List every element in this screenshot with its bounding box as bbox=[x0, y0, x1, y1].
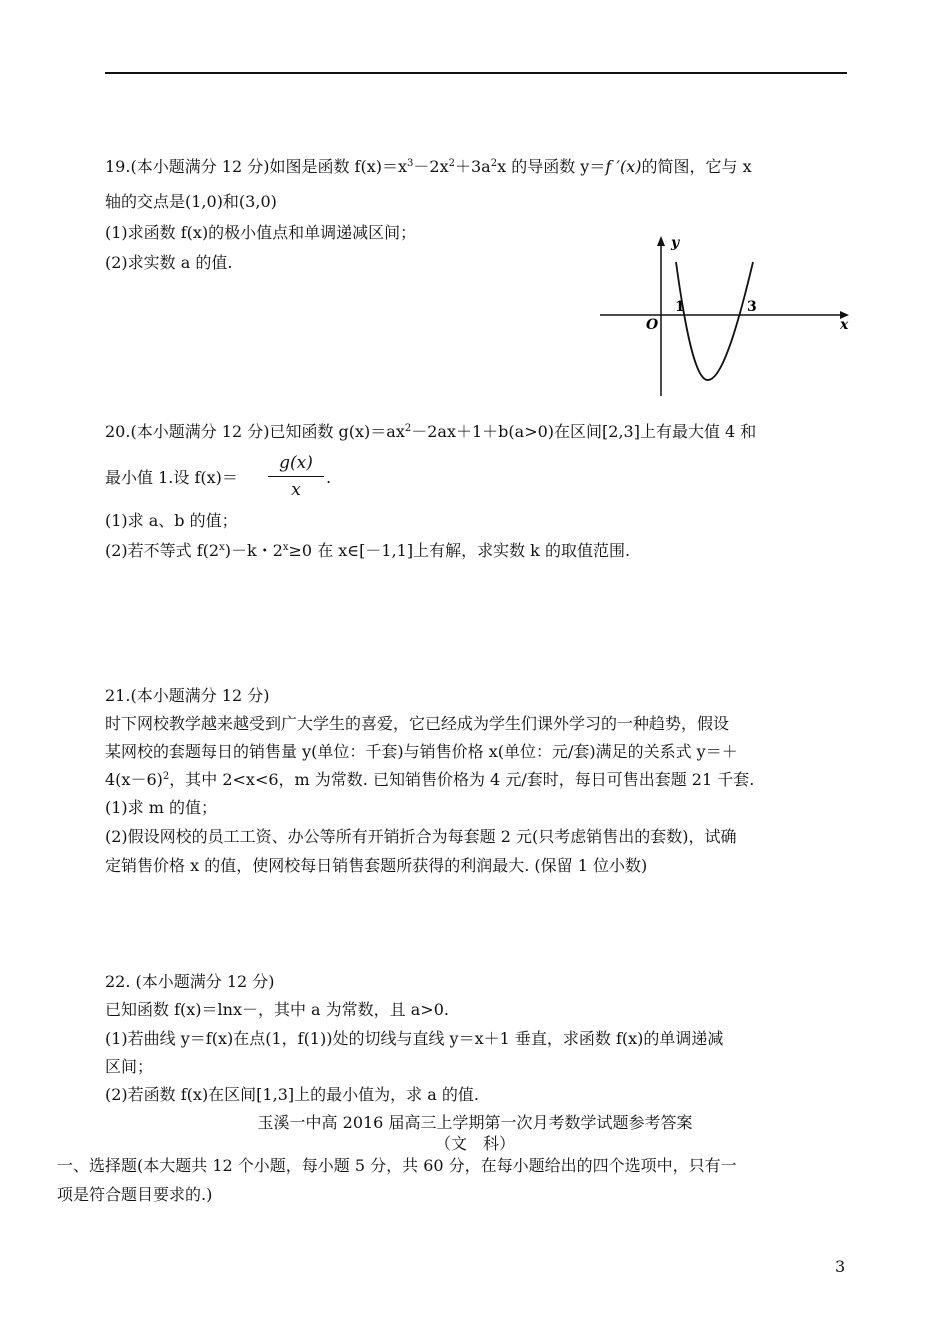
q22-part1-line2: 区间； bbox=[105, 1057, 154, 1076]
page-number: 3 bbox=[835, 1257, 846, 1276]
q19-line2: 轴的交点是(1,0)和(3,0) bbox=[105, 192, 277, 211]
x-axis-label: x bbox=[840, 317, 849, 333]
q20-part1: (1)求 a、b 的值； bbox=[105, 511, 238, 530]
q21-part2-line1: (2)假设网校的员工工资、办公等所有开销折合为每套题 2 元(只考虑销售出的套数)，试确 bbox=[105, 827, 737, 846]
q19-part2: (2)求实数 a 的值. bbox=[105, 253, 233, 272]
fraction-denominator: x bbox=[291, 480, 301, 500]
q20-line2: 最小值 1.设 f(x)＝ bbox=[105, 468, 238, 487]
origin-label: O bbox=[646, 317, 659, 333]
derivative-graph bbox=[595, 228, 855, 400]
q21-line1: 时下网校教学越来越受到广大学生的喜爱，它已经成为学生们课外学习的一种趋势，假设 bbox=[105, 714, 730, 733]
fraction-bar bbox=[268, 476, 324, 477]
q20-line2-end: . bbox=[326, 468, 332, 487]
derivative-curve bbox=[676, 262, 753, 380]
y-axis-arrow bbox=[657, 236, 665, 246]
q22-part2: (2)若函数 f(x)在区间[1,3]上的最小值为，求 a 的值. bbox=[105, 1085, 479, 1104]
answer-section1-line1: 一、选择题(本大题共 12 个小题，每小题 5 分，共 60 分，在每小题给出的四个选项中，只有一 bbox=[57, 1156, 737, 1175]
answer-subtitle: （文 科） bbox=[434, 1134, 515, 1153]
q21-part1: (1)求 m 的值； bbox=[105, 798, 218, 817]
q21-line2: 某网校的套题每日的销售量 y(单位：千套)与销售价格 x(单位：元/套)满足的关系式 y＝＋ bbox=[105, 742, 738, 761]
q22-part1-line1: (1)若曲线 y＝f(x)在点(1，f(1))处的切线与直线 y＝x＋1 垂直，求函数 f(x)的单调递减 bbox=[105, 1029, 724, 1048]
y-axis-label: y bbox=[671, 235, 680, 251]
q21-heading: 21.(本小题满分 12 分) bbox=[105, 686, 270, 705]
header-rule bbox=[105, 72, 847, 74]
answer-title: 玉溪一中高 2016 届高三上学期第一次月考数学试题参考答案 bbox=[257, 1113, 693, 1132]
root-1-label: 1 bbox=[675, 299, 685, 315]
q21-line3: $4(x-6)^2$，其中 2<x<6，m 为常数. 已知销售价格为 4 元/套时，每日可售出套题 21 千套. bbox=[105, 770, 755, 789]
q21-part2-line2: 定销售价格 x 的值，使网校每日销售套题所获得的利润最大. (保留 1 位小数) bbox=[105, 856, 648, 875]
q22-heading: 22. (本小题满分 12 分) bbox=[105, 972, 275, 991]
q19-part1: (1)求函数 f(x)的极小值点和单调递减区间； bbox=[105, 223, 417, 242]
q20-line1: 20.(本小题满分 12 分)已知函数 $g(x)=ax^2-2ax+1+b(a>0)$在区间[2,3]上有最大值 4 和 bbox=[105, 422, 757, 441]
q20-part2: (2)若不等式 $f(2^x)-k$・$2^x\ge 0$ 在 x∈[－1,1]上有解，求实数 k 的取值范围. bbox=[105, 541, 631, 560]
q20-fraction bbox=[268, 452, 324, 500]
q19-line1: 19.(本小题满分 12 分)如图是函数 $f(x)=x^3-2x^2+3a^2x$ 的导函数 y＝f ′(x)的简图，它与 x bbox=[105, 157, 752, 176]
root-3-label: 3 bbox=[747, 299, 757, 315]
answer-section1-line2: 项是符合题目要求的.) bbox=[57, 1185, 213, 1204]
q22-line1: 已知函数 f(x)＝lnx－，其中 a 为常数，且 a>0. bbox=[105, 1000, 449, 1019]
fraction-numerator: g(x) bbox=[279, 453, 313, 473]
